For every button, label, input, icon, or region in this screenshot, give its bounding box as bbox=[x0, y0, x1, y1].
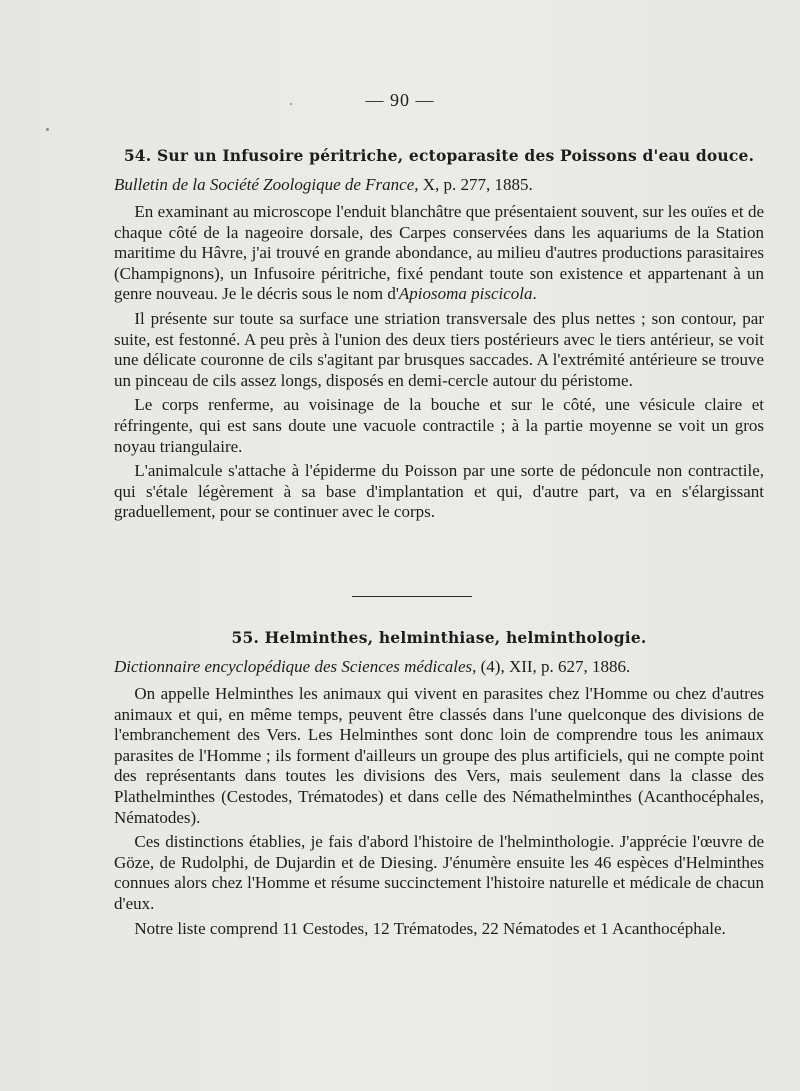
paragraph: Notre liste comprend 11 Cestodes, 12 Trématodes, 22 Nématodes et 1 Acanthocéphale. bbox=[134, 918, 726, 938]
section-heading: 54. Sur un Infusoire péritriche, ectoparasite des Poissons d'eau douce. bbox=[123, 146, 755, 165]
section-55 bbox=[114, 628, 764, 943]
section-heading: 55. Helminthes, helminthiase, helminthologie. bbox=[231, 628, 647, 647]
paragraph: L'animalcule s'attache à l'épiderme du Poisson par une sorte de pédoncule non contractile, qui s'étale légèrement à sa base d'implantation et qui, d'autre part, va en s'élargissant graduellement, pour se continuer avec le corps. bbox=[114, 461, 764, 522]
citation-source: Dictionnaire encyclopédique des Sciences médicales, bbox=[114, 657, 477, 676]
paragraph: En examinant au microscope l'enduit blanchâtre que présentaient souvent, sur les ouïes et de chaque côté de la nageoire dorsale, des Carpes conservées dans les aquariums de la Station maritime du Hâvre, j'ai trouvé en grande abondance, au milieu d'autres productions parasitaires (Champignons), un Infusoire péritriche, fixé pendant toute son existence et appartenant à un genre nouveau. Je le décris sous le nom d'Apiosoma piscicola. bbox=[114, 202, 764, 304]
citation-details: (4), XII, p. 627, 1886. bbox=[480, 657, 631, 676]
paragraph: Ces distinctions établies, je fais d'abord l'histoire de l'helminthologie. J'apprécie l'œuvre de Göze, de Rudolphi, de Dujardin et de Diesing. J'énumère ensuite les 46 espèces d'Helminthes connues alors chez l'Homme et résume succinctement l'histoire naturelle et médicale de chacun d'eux. bbox=[114, 832, 764, 913]
species-name: Apiosoma piscicola bbox=[398, 284, 533, 304]
section-divider bbox=[352, 596, 472, 597]
page-number: — 90 — bbox=[365, 90, 435, 110]
paragraph: Il présente sur toute sa surface une striation transversale des plus nettes ; son contour, par suite, est festonné. A peu près à l'union des deux tiers postérieurs avec le tiers antérieur, se voit une délicate couronne de cils s'agitant par brusques saccades. A l'extrémité antérieure se trouve un pinceau de cils assez longs, disposés en demi-cercle autour du péristome. bbox=[114, 308, 764, 390]
citation-details: X, p. 277, 1885. bbox=[422, 175, 533, 194]
section-citation bbox=[114, 657, 764, 677]
paragraph: Le corps renferme, au voisinage de la bouche et sur le côté, une vésicule claire et réfringente, qui est sans doute une vacuole contractile ; à la partie moyenne se voit un gros noyau triangulaire. bbox=[114, 395, 764, 456]
citation-source: Bulletin de la Société Zoologique de France, bbox=[114, 175, 419, 194]
section-54 bbox=[114, 146, 764, 527]
paragraph: On appelle Helminthes les animaux qui vivent en parasites chez l'Homme ou chez d'autres animaux et qui, en même temps, peuvent être classés dans l'une quelconque des divisions de l'embranchement des Vers. Les Helminthes sont donc loin de comprendre tous les animaux parasites de l'Homme ; ils forment d'ailleurs un groupe des plus artificiels, qui ne compte point des représentants dans toutes les divisions des Vers, mais seulement dans la classe des Plathelminthes (Cestodes, Trématodes) et dans celle des Némathelminthes (Acanthocéphales, Nématodes). bbox=[114, 684, 764, 827]
scan-speck bbox=[46, 128, 49, 131]
section-citation bbox=[114, 175, 764, 195]
